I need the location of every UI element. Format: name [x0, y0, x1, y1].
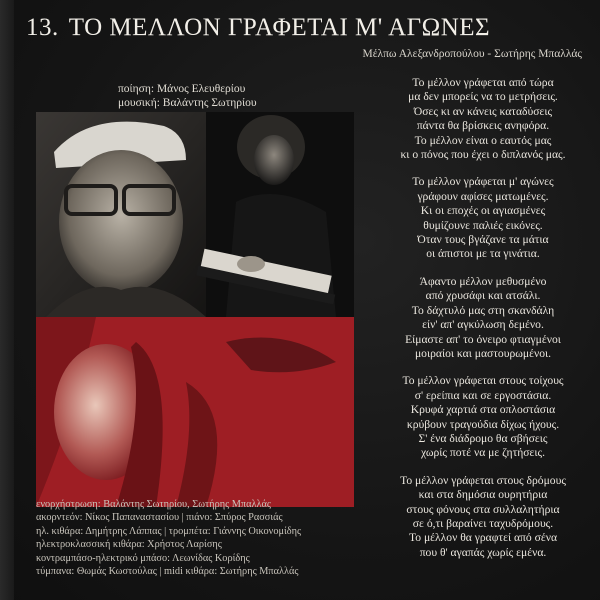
lyric-line: Σ' ένα διάδρομο θα σβήσεις	[418, 431, 548, 445]
lyric-line: είν' απ' αγκύλωση δεμένο.	[422, 318, 544, 332]
lyric-line: Κι οι εποχές οι αγιασμένες	[420, 204, 546, 218]
lyric-line: Το μέλλον θα γραφτεί από σένα	[408, 531, 558, 545]
collage-image	[36, 112, 354, 507]
lyrics	[372, 76, 594, 573]
lyric-line: κρύβουν τραγούδια δίχως ήχους.	[406, 417, 560, 431]
pianist-hand	[237, 256, 265, 272]
track-number: 13.	[26, 14, 59, 41]
lyric-line: στους φόνους στα συλλαλητήρια	[406, 502, 560, 516]
stanza	[372, 374, 594, 460]
song-title-text: ΤΟ ΜΕΛΛΟΝ ΓΡΑΦΕΤΑΙ Μ' ΑΓΩΝΕΣ	[68, 14, 491, 41]
lyric-line: Το μέλλον γράφεται στους τοίχους	[402, 374, 564, 388]
lyric-line: κι ο πόνος που έχει ο διπλανός μας.	[400, 148, 566, 162]
lyric-line: σε ό,τι βαραίνει ταχυδρόμους.	[412, 516, 554, 530]
lyric-line: Το μέλλον γράφεται από τώρα	[412, 76, 554, 89]
lyric-line: που θ' αγαπάς χωρίς εμένα.	[419, 545, 547, 559]
photo-collage	[36, 112, 354, 507]
face-shape	[59, 150, 183, 294]
lyric-line: Όταν τους βγάζανε τα μάτια	[417, 233, 549, 247]
lyric-line: θυμίζουνε παλιές εικόνες.	[423, 218, 543, 232]
musician-credits	[36, 498, 366, 578]
musician-line: ηλ. κιθάρα: Δημήτρης Λάππας | τρομπέτα: Γιάννης Οικονομίδης	[36, 525, 302, 537]
lyric-line: χωρίς ποτέ να με ζητήσεις.	[420, 446, 546, 460]
credits	[118, 82, 257, 110]
lyric-line: μοιραίοι και μαστουρωμένοι.	[414, 346, 552, 360]
lyric-line: και στα δημόσια ουρητήρια	[418, 488, 548, 502]
lyric-line: πάντα θα βρίσκεις ανηφόρα.	[416, 119, 550, 133]
booklet-spine	[0, 0, 14, 600]
lyric-line: οι άπιστοι με τα γινάτια.	[426, 247, 540, 261]
song-title	[26, 14, 586, 42]
musician-line: ηλεκτροκλασσική κιθάρα: Χρήστος Λαρίσης	[36, 539, 222, 551]
lyric-line: Είμαστε απ' το όνειρο φτιαγμένοι	[405, 332, 561, 346]
lyric-line: σ' ερείπια και σε εργοστάσια.	[414, 388, 552, 402]
lyric-line: Το δάχτυλό μας στη σκανδάλη	[411, 303, 555, 317]
pianist-face	[254, 135, 294, 185]
musician-line: κοντραμπάσο-ηλεκτρικό μπάσο: Λεωνίδας Κορίδης	[36, 552, 250, 564]
musician-line: ενορχήστρωση: Βαλάντης Σωτηρίου, Σωτήρης Μπαλλάς	[36, 499, 271, 510]
lyric-line: Το μέλλον γράφεται στους δρόμους	[400, 473, 566, 487]
stanza	[372, 76, 594, 162]
musician-line: ακορντεόν: Νίκος Παπαναστασίου | πιάνο: Σπύρος Ρασσιάς	[36, 512, 283, 524]
stanza	[372, 175, 594, 261]
lyric-line: γράφουν αφίσες ματωμένες.	[417, 189, 549, 203]
musician-line: τύμπανα: Θωμάς Κωστούλας | midi κιθάρα: Σωτήρης Μπαλλάς	[36, 566, 299, 578]
lyric-line: Άφαντο μέλλον μεθυσμένο	[419, 274, 547, 288]
performers: Μέλπω Αλεξανδροπούλου - Σωτήρης Μπαλλάς	[362, 48, 582, 60]
lyric-line: Όσες κι αν κάνεις καταδύσεις	[413, 104, 553, 118]
lyric-line: Κρυφά χαρτιά στα οπλοστάσια	[410, 403, 556, 417]
stanza	[372, 275, 594, 361]
lyric-line: από χρυσάφι και ατσάλι.	[425, 289, 541, 303]
lyric-line: Το μέλλον γράφεται μ' αγώνες	[412, 175, 554, 189]
stanza	[372, 474, 594, 560]
lyrics-credit: ποίηση: Μάνος Ελευθερίου	[118, 83, 246, 95]
music-credit: μουσική: Βαλάντης Σωτηρίου	[118, 97, 257, 109]
lyric-line: μα δεν μπορείς να το μετρήσεις.	[408, 90, 558, 104]
lyric-line: Το μέλλον είναι ο εαυτός μας	[414, 133, 552, 147]
